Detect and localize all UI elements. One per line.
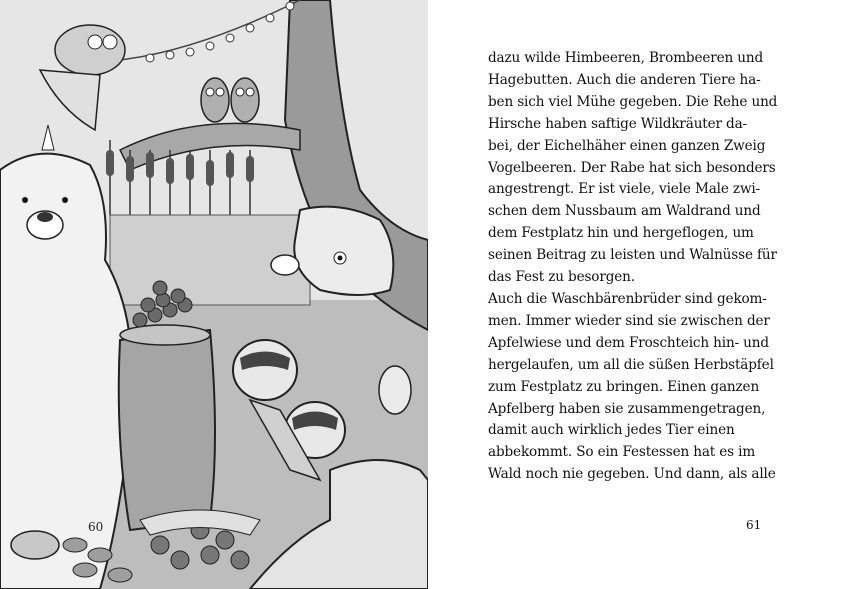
text-line: men. Immer wieder sind sie zwischen der — [488, 312, 770, 329]
text-line: Apfelberg haben sie zusammengetragen, — [488, 400, 766, 417]
text-line: Wald noch nie gegeben. Und dann, als alle — [488, 466, 776, 483]
text-line: hergelaufen, um all die süßen Herbstäpfel — [488, 356, 774, 373]
text-line: das Fest zu besorgen. — [488, 269, 635, 286]
text-line: Auch die Waschbärenbrüder sind gekom- — [488, 290, 767, 307]
text-line: damit auch wirklich jedes Tier einen — [488, 422, 735, 439]
text-line: Hirsche haben saftige Wildkräuter da- — [488, 115, 747, 132]
page-number-right: 61 — [746, 518, 762, 532]
boar — [294, 207, 393, 295]
text-page — [488, 48, 778, 486]
text-line: ben sich viel Mühe gegeben. Die Rehe und — [488, 93, 778, 110]
text-line: angestrengt. Er ist viele, viele Male zwi- — [488, 181, 761, 198]
text-line: Vogelbeeren. Der Rabe hat sich besonders — [488, 159, 776, 176]
text-line: bei, der Eichelhäher einen ganzen Zweig — [488, 137, 766, 154]
text-line: zum Festplatz zu bringen. Einen ganzen — [488, 378, 760, 395]
text-line: dem Festplatz hin und hergeflogen, um — [488, 225, 754, 242]
text-line: dazu wilde Himbeeren, Brombeeren und — [488, 50, 764, 66]
text-line: abbekommt. So ein Festessen hat es im — [488, 444, 756, 461]
text-line: schen dem Nussbaum am Waldrand und — [488, 203, 761, 220]
page-number-left: 60 — [88, 520, 104, 534]
text-line: seinen Beitrag zu leisten und Walnüsse für — [488, 247, 777, 264]
text-line: Hagebutten. Auch die anderen Tiere ha- — [488, 71, 761, 88]
text-line: Apfelwiese und dem Froschteich hin- und — [488, 334, 769, 351]
